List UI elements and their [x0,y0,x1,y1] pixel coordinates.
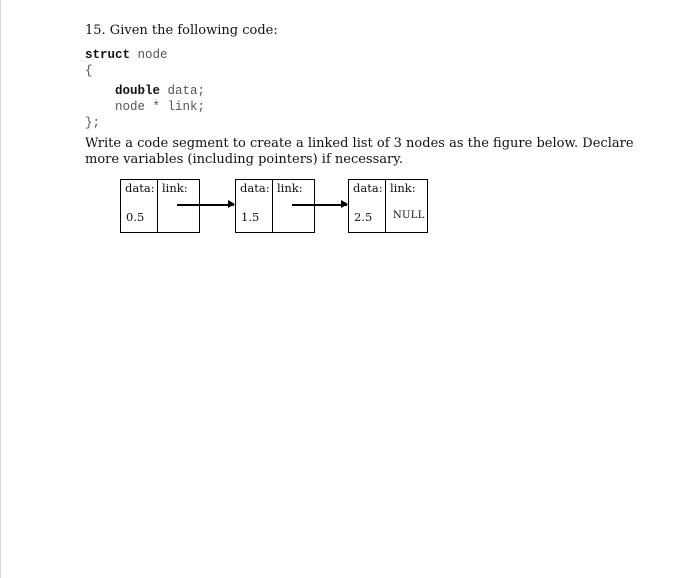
question-title: 15. Given the following code: [85,23,278,38]
field-link: node * link; [115,100,206,114]
list-node-2 [235,179,315,233]
node-1-data-value: 0.5 [126,210,145,224]
list-node-1 [120,179,200,233]
node-1-link-cell [158,180,199,232]
code-block [85,47,685,131]
list-node-3 [348,179,428,233]
node-2-data-label: data: [240,181,270,195]
field-type-double: double [115,84,161,98]
open-brace: { [85,64,93,78]
close-brace: }; [85,116,101,130]
node-2-data-value: 1.5 [241,210,260,224]
node-1-data-label: data: [125,181,155,195]
node-2-data-cell [236,180,273,232]
node-3-link-cell [386,180,427,232]
struct-keyword: struct [85,48,131,62]
node-3-data-label: data: [353,181,383,195]
struct-name: node [130,48,168,62]
code-line-2 [85,63,685,79]
node-2-link-label: link: [277,181,303,195]
code-line-4 [85,99,685,115]
question-block [85,22,685,181]
node-1-link-label: link: [162,181,188,195]
arrow-node-2-to-3 [292,204,347,206]
code-line-3 [85,83,685,99]
node-3-data-value: 2.5 [354,210,373,224]
node-2-link-cell [273,180,314,232]
code-line-1 [85,47,685,63]
question-prompt: Write a code segment to create a linked list of 3 nodes as the figure below. Declare more variables (including pointers) if necessary. [85,136,634,167]
node-1-data-cell [121,180,158,232]
field-data-name: data; [160,84,206,98]
page-left-edge [0,0,1,578]
node-3-link-null: NULL [393,210,425,221]
code-line-5 [85,115,685,131]
node-3-link-label: link: [390,181,416,195]
node-3-data-cell [349,180,386,232]
arrow-node-1-to-2 [177,204,234,206]
